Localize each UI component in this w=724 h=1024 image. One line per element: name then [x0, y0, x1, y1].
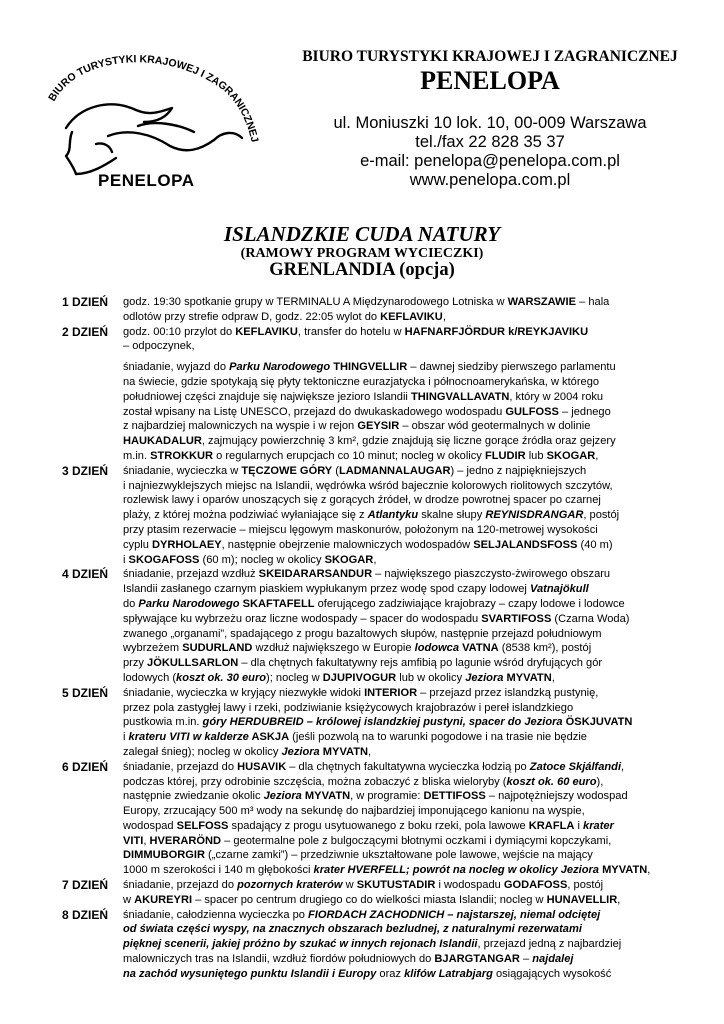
- text-line: następnie zwiedzanie okolic Jeziora MYVATN, w programie: DETTIFOSS – najpotężniejszy wodospad: [123, 790, 628, 803]
- text-line: na świecie, gdzie spotykają się płyty tektoniczne eurazjatycka i północnoamerykańska, w którego: [123, 375, 600, 388]
- text-line: i SKOGAFOSS (60 m); nocleg w okolicy SKOGAR,: [123, 553, 377, 566]
- logo-arc-text: BIURO TURYSTYKI KRAJOWEJ I ZAGRANICZNEJ: [46, 53, 261, 144]
- itinerary: [62, 295, 694, 982]
- text-line: spływające ku wybrzeżu oraz liczne wodospady – spacer do wodospadu SVARTIFOSS (Czarna Woda): [123, 612, 630, 625]
- text-line: został wpisany na Listę UNESCO, przejazd do dwukaskadowego wodospadu GULFOSS – jednego: [123, 405, 611, 418]
- text-line: m.in. STROKKUR o regularnych erupcjach co 10 minut; nocleg w okolicy FLUDIR lub SKOGAR,: [123, 449, 599, 462]
- text-line: HAUKADALUR, zajmujący powierzchnię 3 km², gdzie znajdują się liczne gorące źródła oraz gejzery: [123, 435, 616, 448]
- text-line: do Parku Narodowego SKAFTAFELL oferującego zadziwiające krajobrazy – czapy lodowe i lodowce: [123, 597, 625, 610]
- text-line: na zachód wysuniętego punktu Islandii i Europy oraz klifów Latrabjarg osiągających wysokość: [123, 967, 612, 980]
- day-label: 2 DZIEŃ: [62, 324, 109, 339]
- day-4: [62, 567, 694, 685]
- text-line: śniadanie, przejazd do HUSAVIK – dla chętnych fakultatywna wycieczka łodzią po Zatoce Skjálfandi,: [123, 760, 625, 773]
- day-paragraph: [123, 686, 694, 760]
- day-paragraph: [123, 295, 694, 325]
- text-line: Islandii zasłanego czarnym piaskiem wypłukanym przez wodę spod czapy lodowej Vatnajökull: [123, 583, 589, 596]
- text-line: w AKUREYRI – spacer po centrum drugiego co do wielkości miasta Islandii; nocleg w HUNAVELLIR,: [123, 893, 621, 906]
- text-line: cyplu DYRHOLAEY, następnie obejrzenie malowniczych wodospadów SELJALANDSFOSS (40 m): [123, 538, 613, 551]
- day-paragraph: [123, 464, 694, 568]
- day-3: [62, 464, 694, 568]
- day-2: [62, 325, 694, 464]
- logo-name: PENELOPA: [98, 171, 194, 190]
- program-title: ISLANDZKIE CUDA NATURY: [223, 222, 501, 246]
- text-line: pięknej scenerii, jakiej próżno by szukać w innych rejonach Islandii, przejazd jedną z najbardziej: [123, 938, 622, 951]
- email[interactable]: e-mail: penelopa@penelopa.com.pl: [360, 152, 620, 170]
- text-line: – odpoczynek,: [123, 340, 195, 353]
- day-1: [62, 295, 694, 325]
- day-8: [62, 908, 694, 982]
- text-line: lodowych (koszt ok. 30 euro); nocleg w DJUPIVOGUR lub w okolicy Jeziora MYVATN,: [123, 671, 555, 684]
- text-line: plaży, z której można podziwiać wyłaniające się z Atlantyku skalne słupy REYNISDRANGAR, postój: [123, 509, 620, 522]
- agency-name: BIURO TURYSTYKI KRAJOWEJ I ZAGRANICZNEJ: [302, 48, 678, 65]
- day-paragraph: [123, 908, 694, 982]
- text-line: wybrzeżem SUDURLAND wzdłuż największego w Europie lodowca VATNA (8538 km²), postój: [123, 642, 592, 655]
- text-line: i najniezwyklejszych miejsc na Islandii, wędrówka wśród bajecznie kolorowych riolitowych szczytów,: [123, 479, 613, 492]
- phone: tel./fax 22 828 35 37: [415, 133, 565, 151]
- text-line: rozlewisk lawy i oparów unoszących się z gorących źródeł, w drodze powrotnej spacer po czarnej: [123, 494, 601, 507]
- woman-profile-icon: [66, 104, 242, 174]
- text-line: śniadanie, wycieczka w kryjący niezwykłe widoki INTERIOR – przejazd przez islandzką pustynię,: [123, 686, 599, 699]
- text-line: godz. 19:30 spotkanie grupy w TERMINALU A Międzynarodowego Lotniska w WARSZAWIE – hala: [123, 296, 610, 308]
- text-line: i krateru VITI w kalderze ASKJA (jeśli pozwolą na to warunki pogodowe i na trasie nie będzie: [123, 731, 587, 744]
- day-7: [62, 878, 694, 908]
- program-subtitle: (RAMOWY PROGRAM WYCIECZKI): [240, 246, 484, 261]
- text-line: od świata części wyspy, na znacznych obszarach bezludnej, z naturalnymi rezerwatami: [123, 923, 582, 936]
- text-line: Europy, zrzucający 500 m³ wody na sekundę do najbardziej imponującego kanionu na wyspie,: [123, 805, 585, 818]
- text-line: godz. 00:10 przylot do KEFLAVIKU, transfer do hotelu w HAFNARFJÖRDUR k/REYKJAVIKU: [123, 325, 589, 338]
- text-line: pustkowia m.in. góry HERDUBREID – królowej islandzkiej pustyni, spacer do Jeziora ÖSKJUVATN: [123, 716, 633, 729]
- text-line: DIMMUBORGIR („czarne zamki”) – przedziwnie ukształtowane pole lawowe, wejście na mający: [123, 849, 593, 862]
- text-line: śniadanie, przejazd wzdłuż SKEIDARARSANDUR – największego piaszczysto-żwirowego obszaru: [123, 568, 611, 581]
- text-line: przy JÖKULLSARLON – dla chętnych fakultatywny rejs amfibią po lagunie wśród dryfujących gór: [123, 657, 603, 670]
- day-paragraph: [123, 760, 694, 878]
- day-paragraph: [123, 878, 694, 908]
- day-label: 6 DZIEŃ: [62, 759, 109, 774]
- text-line: 1000 m szerokości i 140 m głębokości krater HVERFELL; powrót na nocleg w okolicy Jeziora MYVATN,: [123, 864, 651, 877]
- text-line: śniadanie, wycieczka w TĘCZOWE GÓRY (LADMANNALAUGAR) – jedno z najpiękniejszych: [123, 464, 587, 477]
- agency-logo: [38, 50, 274, 200]
- program-option: GRENLANDIA (opcja): [269, 260, 455, 280]
- text-line: śniadanie, wyjazd do Parku Narodowego THINGVELLIR – dawnej siedziby pierwszego parlamentu: [123, 361, 616, 374]
- text-line: malowniczych tras na Islandii, wzdłuż fiordów południowych do BJARGTANGAR – najdalej: [123, 953, 574, 966]
- day-label: 4 DZIEŃ: [62, 567, 109, 582]
- day-6: [62, 760, 694, 878]
- text-line: podczas której, przy odrobinie szczęścia, można zobaczyć z bliska wieloryby (koszt ok. 60 euro),: [123, 775, 604, 788]
- text-line: południowej części znajduje się największe jezioro Islandii THINGVALLAVATN, który w 2004 roku: [123, 390, 604, 403]
- text-line: z najbardziej malowniczych na wyspie i w rejon GEYSIR – obszar wód geotermalnych w dolinie: [123, 420, 591, 433]
- day-paragraph: [123, 325, 694, 355]
- day-label: 7 DZIEŃ: [62, 878, 109, 893]
- day-paragraph: [123, 360, 694, 464]
- website-link[interactable]: www.penelopa.com.pl: [409, 171, 571, 189]
- text-line: śniadanie, przejazd do pozornych kraterów w SKUTUSTADIR i wodospadu GODAFOSS, postój: [123, 879, 604, 892]
- day-label: 5 DZIEŃ: [62, 685, 109, 700]
- text-line: przy ptasim rezerwacie – miejscu lęgowym maskonurów, położonym na 120-metrowej wysokości: [123, 523, 598, 536]
- day-5: [62, 686, 694, 760]
- text-line: VITI, HVERARÖND – geotermalne pole z bulgoczącymi błotnymi oczkami i dymiącymi kopczykami,: [123, 834, 612, 847]
- text-line: zalegał śnieg); nocleg w okolicy Jeziora MYVATN,: [123, 745, 372, 758]
- text-line: zwanego „organami”, spadającego z progu bazaltowych słupów, następnie przejazd południowym: [123, 627, 602, 640]
- address: ul. Moniuszki 10 lok. 10, 00-009 Warszawa: [333, 114, 647, 132]
- day-label: 1 DZIEŃ: [62, 295, 109, 309]
- text-line: wodospad SELFOSS spadający z progu usytuowanego z boku rzeki, pola lawowe KRAFLA i krater: [123, 819, 614, 832]
- day-label: 3 DZIEŃ: [62, 463, 109, 478]
- text-line: odlotów przy strefie odpraw D, godz. 22:05 wylot do KEFLAVIKU,: [123, 310, 446, 323]
- day-paragraph: [123, 567, 694, 685]
- text-line: śniadanie, całodzienna wycieczka po FIORDACH ZACHODNICH – najstarszej, niemal odciętej: [123, 908, 601, 921]
- text-line: przez pola zastygłej lawy i rzeki, podziwianie księżycowych krajobrazów i pereł islandzkiego: [123, 701, 574, 714]
- company-name: PENELOPA: [420, 66, 560, 95]
- day-label: 8 DZIEŃ: [62, 907, 109, 922]
